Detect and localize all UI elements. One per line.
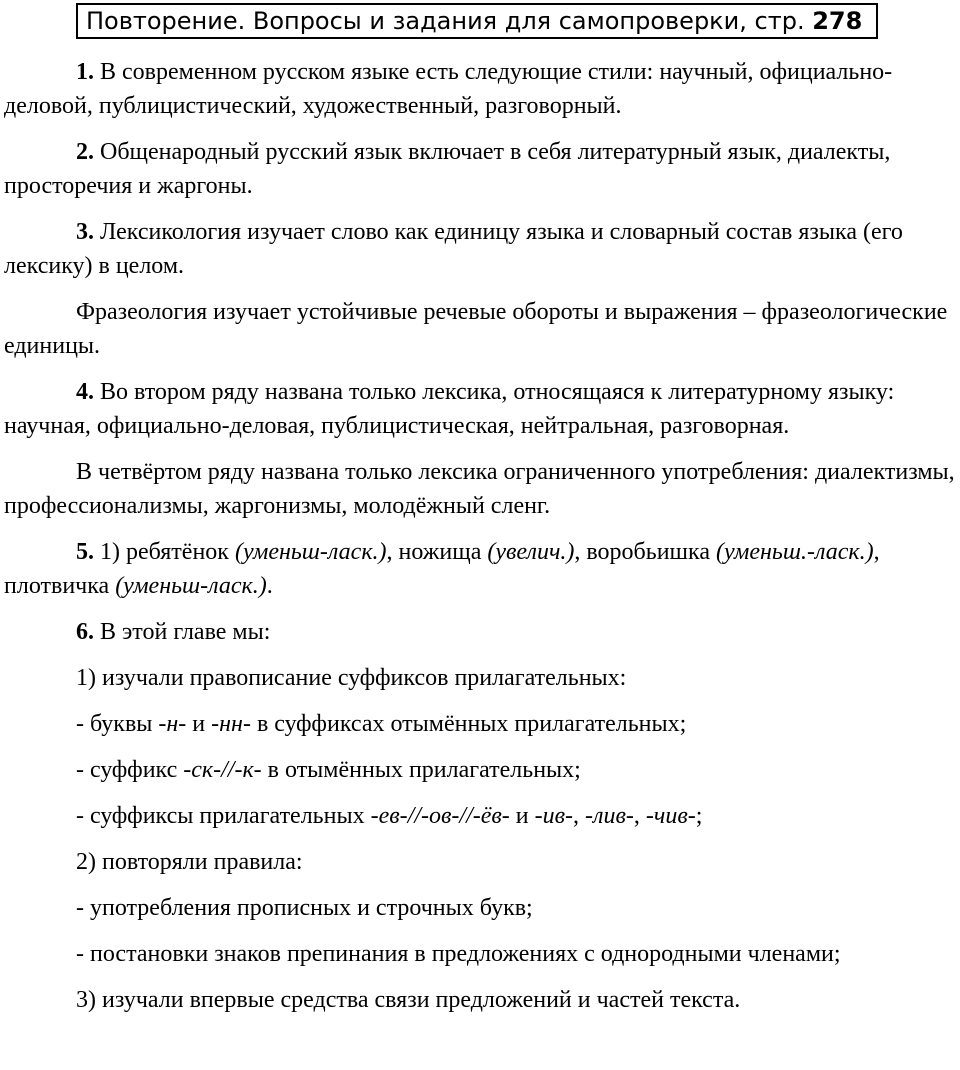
paragraph-text: Во втором ряду названа только лексика, относящаяся к литературному языку: научная, официально-деловая, публицистическая, нейтральная, разговорная. — [4, 379, 895, 439]
paragraph — [4, 983, 956, 1017]
text-fragment: и — [509, 803, 535, 829]
text-fragment: - суффикс — [76, 757, 184, 783]
italic-fragment: -ск-//-к- — [183, 757, 262, 783]
paragraph-text: Общенародный русский язык включает в себя литературный язык, диалекты, просторечия и жаргоны. — [4, 139, 891, 199]
italic-fragment: -ев-//-ов-//-ёв- — [370, 803, 510, 829]
header-title: Повторение. Вопросы и задания для самопроверки, стр. — [86, 7, 805, 35]
text-fragment: 1) ребятёнок — [94, 539, 235, 565]
paragraph — [4, 295, 956, 363]
text-fragment: , — [633, 803, 646, 829]
italic-fragment: (уменьш-ласк.) — [234, 539, 387, 565]
text-fragment: . — [266, 573, 273, 599]
paragraph-text: Фразеология изучает устойчивые речевые обороты и выражения – фразеологические единицы. — [4, 299, 948, 359]
header-page-number: 278 — [812, 7, 863, 35]
text-fragment: , воробьишка — [574, 539, 716, 565]
paragraph — [4, 707, 956, 741]
paragraph-text: - постановки знаков препинания в предложениях с однородными членами; — [76, 941, 841, 967]
italic-fragment: (уменьш-ласк.) — [115, 573, 267, 599]
paragraph-text: 3) изучали впервые средства связи предложений и частей текста. — [76, 987, 741, 1013]
paragraph-text: 1) изучали правописание суффиксов прилагательных: — [76, 665, 627, 691]
text-fragment: в суффиксах отымённых прилагательных; — [250, 711, 687, 737]
item-number: 2. — [76, 139, 94, 165]
text-fragment: ; — [695, 803, 703, 829]
paragraph-text: В четвёртом ряду названа только лексика ограниченного употребления: диалектизмы, профессионализмы, жаргонизмы, молодёжный сленг. — [4, 459, 955, 519]
text-fragment: , — [573, 803, 586, 829]
text-fragment: в отымённых прилагательных; — [261, 757, 581, 783]
paragraph-text: В этой главе мы: — [94, 619, 271, 645]
text-fragment: - суффиксы прилагательных — [76, 803, 371, 829]
text-fragment: , ножища — [386, 539, 488, 565]
text-fragment: - буквы — [76, 711, 159, 737]
paragraph — [4, 661, 956, 695]
italic-fragment: -лив- — [585, 803, 634, 829]
italic-fragment: -нн- — [211, 711, 251, 737]
paragraph — [4, 215, 956, 283]
answers-text — [4, 55, 956, 1029]
paragraph — [4, 455, 956, 523]
italic-fragment: (увелич.) — [487, 539, 575, 565]
italic-fragment: -н- — [158, 711, 187, 737]
italic-fragment: -чив- — [645, 803, 696, 829]
paragraph — [4, 615, 956, 649]
item-number: 3. — [76, 219, 94, 245]
paragraph-text: 2) повторяли правила: — [76, 849, 303, 875]
paragraph-text: В современном русском языке есть следующие стили: научный, официально-деловой, публицистический, художественный, разговорный. — [4, 59, 893, 119]
paragraph-text: - употребления прописных и строчных букв; — [76, 895, 533, 921]
item-number: 6. — [76, 619, 94, 645]
text-fragment: , плотвичка — [4, 539, 880, 599]
paragraph — [4, 535, 956, 603]
item-number: 4. — [76, 379, 94, 405]
paragraph — [4, 55, 956, 123]
paragraph-text: Лексикология изучает слово как единицу языка и словарный состав языка (его лексику) в целом. — [4, 219, 903, 279]
item-number: 1. — [76, 59, 94, 85]
italic-fragment: (уменьш.-ласк.) — [716, 539, 874, 565]
paragraph — [4, 135, 956, 203]
paragraph — [4, 799, 956, 833]
section-header — [76, 3, 878, 39]
paragraph — [4, 375, 956, 443]
item-number: 5. — [76, 539, 94, 565]
paragraph — [4, 753, 956, 787]
text-fragment: и — [186, 711, 212, 737]
paragraph — [4, 845, 956, 879]
paragraph — [4, 937, 956, 971]
paragraph — [4, 891, 956, 925]
italic-fragment: -ив- — [534, 803, 574, 829]
